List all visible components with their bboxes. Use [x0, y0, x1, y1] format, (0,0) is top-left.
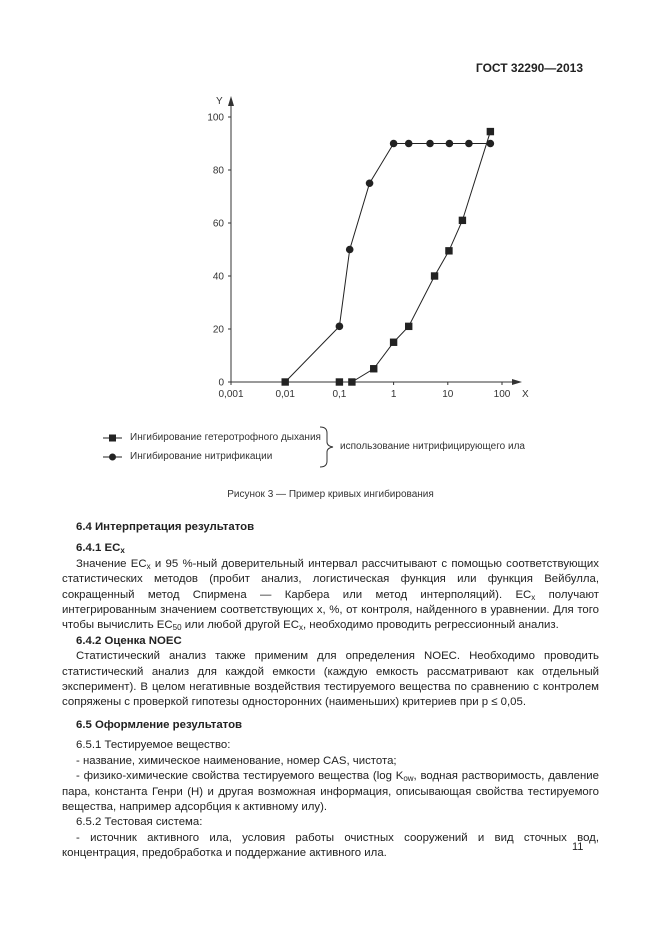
- list-item: - физико-химические свойства тестируемого вещества (log $K_{ow}$, водная растворимость, давление пара, константа Генри (H) и другая возможная информация, описывающая свойства тестируемого вещества, например адсорбция к активному илу).: [62, 770, 599, 813]
- data-point-circle: [465, 140, 473, 148]
- inhibition-chart: [0, 0, 661, 420]
- heading-subscript: x: [120, 546, 125, 556]
- data-point-circle: [346, 246, 354, 254]
- data-point-circle: [336, 323, 344, 331]
- data-point-circle: [426, 140, 434, 148]
- data-point-square: [459, 217, 466, 224]
- data-point-square: [348, 378, 355, 385]
- data-point-square: [487, 128, 494, 135]
- section-6-4-1-paragraph: Значение $EC_x$ и 95 %-ный доверительный интервал рассчитывают с помощью соответствующих статистических методов (пробит анализ, логистическая функция или функция Вейбулла, сокращенный метод Спирмена — Карбера или метод интерполяций). $EC_x$ получают интегрированным значением соответствующих x, %, от контроля, найденного в уравнении. Для того чтобы вычислить $EC_{50}$ или любой другой $EC_x$, необходимо проводить регрессионный анализ.: [62, 557, 599, 633]
- y-tick-label: 20: [212, 324, 224, 336]
- y-tick-label: 0: [218, 377, 224, 389]
- data-point-square: [445, 247, 452, 254]
- y-axis-arrow-icon: [228, 96, 234, 106]
- y-tick-label: 100: [207, 112, 224, 124]
- series-line-1: [352, 132, 490, 382]
- x-tick-label: 0,01: [275, 389, 295, 400]
- data-point-circle: [390, 140, 398, 148]
- section-6-5-1-title: 6.5.1 Тестируемое вещество:: [76, 739, 231, 752]
- section-6-5-heading: 6.5 Оформление результатов: [76, 718, 243, 731]
- document-id: ГОСТ 32290—2013: [475, 61, 583, 75]
- list-item: - название, химическое наименование, номер CAS, чистота;: [76, 754, 397, 767]
- section-6-5-2-title: 6.5.2 Тестовая система:: [76, 816, 203, 829]
- legend-square-icon: [109, 435, 116, 442]
- x-axis-arrow-icon: [512, 379, 522, 385]
- data-point-square: [390, 339, 397, 346]
- y-tick-label: 60: [212, 218, 224, 230]
- section-6-4-2-paragraph: Статистический анализ также применим для определения NOEC. Необходимо проводить статистический анализ для каждой емкости (каждую емкость рассматривают как отдельный эксперимент). В целом негативные воздействия тестируемого вещества по сравнению с контролем сопряжены с проверкой гипотезы односторонних (наименьших) критериев при p ≤ 0,05.: [62, 650, 599, 709]
- legend-series-1: Ингибирование гетеротрофного дыхания: [130, 432, 321, 443]
- figure-caption: Рисунок 3 — Пример кривых ингибирования: [227, 489, 434, 500]
- x-tick-label: 0,1: [332, 389, 347, 400]
- x-tick-label: 10: [442, 389, 454, 400]
- legend-group-note: использование нитрифицирующего ила: [340, 441, 525, 452]
- section-6-4-heading: 6.4 Интерпретация результатов: [76, 521, 255, 533]
- section-6-4-2-heading: 6.4.2 Оценка NOEC: [76, 634, 182, 647]
- section-6-4-1-heading: [62, 541, 599, 556]
- x-tick-label: 0,001: [218, 389, 244, 400]
- series-line-2: [285, 144, 490, 383]
- data-point-circle: [487, 140, 495, 148]
- legend-markers: [100, 428, 130, 468]
- data-point-square: [370, 365, 377, 372]
- x-axis-label: X: [522, 389, 529, 400]
- data-point-square: [405, 323, 412, 330]
- y-tick-label: 40: [212, 271, 224, 283]
- legend-circle-icon: [109, 454, 116, 461]
- brace-icon: [318, 425, 338, 469]
- data-point-circle: [405, 140, 413, 148]
- heading-text: 6.4.1 EC: [76, 542, 121, 555]
- legend-series-2: Ингибирование нитрификации: [130, 451, 273, 462]
- data-point-circle: [446, 140, 454, 148]
- data-point-square: [336, 378, 343, 385]
- y-axis-label: Y: [216, 96, 223, 107]
- x-tick-label: 100: [493, 389, 511, 400]
- data-point-square: [282, 378, 289, 385]
- x-tick-label: 1: [390, 389, 397, 400]
- data-point-square: [431, 272, 438, 279]
- data-point-circle: [366, 179, 374, 187]
- y-tick-label: 80: [212, 165, 224, 177]
- page-number: 11: [572, 841, 584, 853]
- list-item: - источник активного ила, условия работы очистных сооружений и вид сточных вод, концентрация, предобработка и поддержание активного ила.: [62, 831, 599, 860]
- main-text: [62, 520, 599, 862]
